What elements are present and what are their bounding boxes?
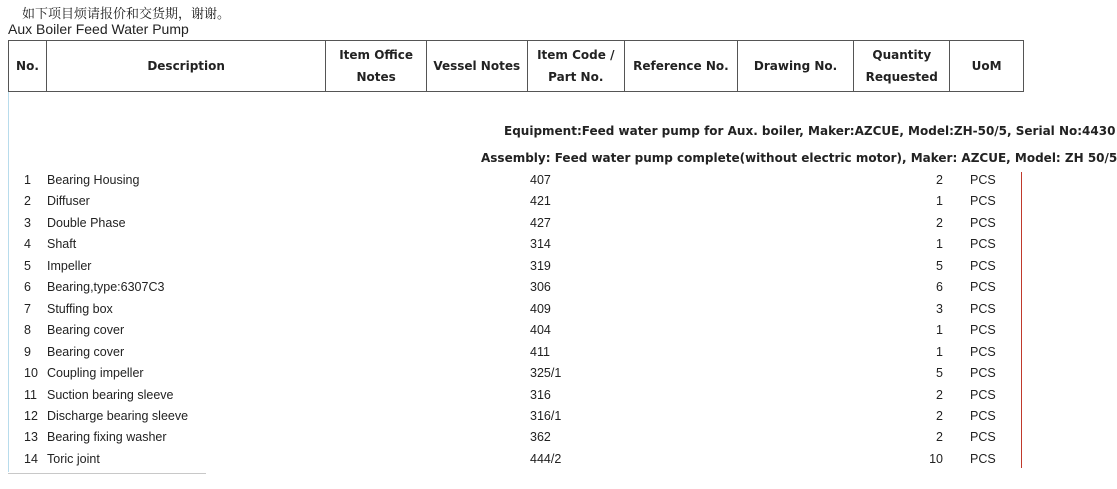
header-vessel-notes: Vessel Notes bbox=[426, 41, 527, 92]
table-row bbox=[0, 192, 1024, 213]
red-edge-line bbox=[1021, 172, 1022, 468]
row-uom: PCS bbox=[970, 173, 996, 187]
row-no: 13 bbox=[24, 430, 38, 445]
document-title: Aux Boiler Feed Water Pump bbox=[8, 21, 189, 37]
row-item-code: 427 bbox=[530, 215, 551, 230]
row-item-code: 306 bbox=[530, 280, 551, 295]
table-row bbox=[0, 235, 1024, 256]
row-description: Bearing cover bbox=[47, 344, 125, 359]
header-row bbox=[9, 41, 1024, 92]
row-description: Bearing fixing washer bbox=[47, 430, 167, 445]
header-quantity-line2: Requested bbox=[865, 70, 938, 84]
row-no: 5 bbox=[24, 258, 31, 273]
row-uom: PCS bbox=[970, 366, 996, 381]
table-row bbox=[0, 214, 1024, 235]
row-item-code: 411 bbox=[530, 344, 550, 359]
row-no: 8 bbox=[24, 323, 31, 338]
header-uom: UoM bbox=[950, 41, 1024, 92]
table-row bbox=[0, 278, 1024, 299]
row-quantity: 2 bbox=[936, 387, 943, 402]
table-row bbox=[0, 386, 1024, 407]
row-item-code: 316 bbox=[530, 387, 551, 402]
row-description: Toric joint bbox=[47, 451, 100, 466]
row-uom: PCS bbox=[970, 280, 996, 295]
row-uom: PCS bbox=[970, 301, 996, 316]
row-no: 6 bbox=[24, 280, 31, 295]
row-description: Discharge bearing sleeve bbox=[47, 408, 189, 423]
row-uom: PCS bbox=[970, 451, 996, 466]
row-uom: PCS bbox=[970, 194, 996, 209]
table-row bbox=[0, 321, 1024, 342]
row-item-code: 444/2 bbox=[530, 451, 562, 466]
row-item-code: 407 bbox=[530, 173, 551, 187]
row-quantity: 2 bbox=[936, 215, 943, 230]
intro-text: 如下项目烦请报价和交货期，谢谢。 bbox=[22, 6, 231, 21]
row-description: Impeller bbox=[47, 258, 92, 273]
header-quantity-line1: Quantity bbox=[872, 48, 932, 62]
row-quantity: 6 bbox=[936, 280, 943, 295]
row-uom: PCS bbox=[970, 344, 996, 359]
row-description: Bearing,type:6307C3 bbox=[47, 280, 165, 295]
row-no: 10 bbox=[24, 366, 38, 381]
row-uom: PCS bbox=[970, 323, 996, 338]
assembly-line: Assembly: Feed water pump complete(without electric motor), Maker: AZCUE, Model: ZH 50/5 bbox=[481, 151, 1117, 165]
header-quantity-requested bbox=[854, 41, 950, 92]
row-item-code: 314 bbox=[530, 237, 551, 252]
column-header-table bbox=[8, 40, 1024, 92]
row-item-code: 325/1 bbox=[530, 366, 562, 381]
row-item-code: 316/1 bbox=[530, 408, 562, 423]
row-quantity: 2 bbox=[936, 408, 943, 423]
row-no: 9 bbox=[24, 344, 31, 359]
row-item-code: 409 bbox=[530, 301, 551, 316]
table-row bbox=[0, 171, 1024, 192]
table-row bbox=[0, 364, 1024, 385]
bottom-divider bbox=[8, 473, 206, 474]
row-description: Bearing Housing bbox=[47, 173, 140, 187]
row-uom: PCS bbox=[970, 258, 996, 273]
row-description: Suction bearing sleeve bbox=[47, 387, 174, 402]
row-item-code: 421 bbox=[530, 194, 551, 209]
row-no: 12 bbox=[24, 408, 38, 423]
row-uom: PCS bbox=[970, 215, 996, 230]
row-description: Shaft bbox=[47, 237, 77, 252]
row-no: 3 bbox=[24, 215, 31, 230]
row-uom: PCS bbox=[970, 387, 996, 402]
header-item-code-line2: Part No. bbox=[548, 70, 604, 84]
table-row bbox=[0, 450, 1024, 471]
row-quantity: 3 bbox=[936, 301, 943, 316]
table-row bbox=[0, 300, 1024, 321]
row-quantity: 1 bbox=[936, 323, 943, 338]
row-no: 11 bbox=[24, 387, 37, 402]
row-uom: PCS bbox=[970, 430, 996, 445]
header-reference-no: Reference No. bbox=[625, 41, 738, 92]
row-quantity: 5 bbox=[936, 366, 943, 381]
row-item-code: 404 bbox=[530, 323, 551, 338]
row-quantity: 10 bbox=[929, 451, 943, 466]
row-quantity: 2 bbox=[936, 430, 943, 445]
header-item-code-line1: Item Code / bbox=[537, 48, 615, 62]
table-row bbox=[0, 343, 1024, 364]
row-no: 1 bbox=[24, 173, 31, 187]
header-item-office-notes bbox=[326, 41, 427, 92]
row-description: Stuffing box bbox=[47, 301, 113, 316]
row-item-code: 319 bbox=[530, 258, 551, 273]
row-quantity: 1 bbox=[936, 237, 943, 252]
row-no: 2 bbox=[24, 194, 31, 209]
header-no: No. bbox=[9, 41, 47, 92]
row-no: 7 bbox=[24, 301, 31, 316]
row-quantity: 5 bbox=[936, 258, 943, 273]
header-description: Description bbox=[46, 41, 325, 92]
header-item-code bbox=[527, 41, 625, 92]
row-quantity: 1 bbox=[936, 344, 943, 359]
row-uom: PCS bbox=[970, 408, 996, 423]
row-quantity: 1 bbox=[936, 194, 943, 209]
row-item-code: 362 bbox=[530, 430, 551, 445]
table-row bbox=[0, 257, 1024, 278]
row-uom: PCS bbox=[970, 237, 996, 252]
table-row bbox=[0, 407, 1024, 428]
header-drawing-no: Drawing No. bbox=[737, 41, 854, 92]
row-description: Diffuser bbox=[47, 194, 90, 209]
row-quantity: 2 bbox=[936, 173, 943, 187]
row-description: Double Phase bbox=[47, 215, 126, 230]
table-row bbox=[0, 428, 1024, 449]
row-no: 4 bbox=[24, 237, 31, 252]
row-no: 14 bbox=[24, 451, 38, 466]
row-description: Coupling impeller bbox=[47, 366, 144, 381]
header-item-office-notes-line1: Item Office bbox=[339, 48, 414, 62]
header-item-office-notes-line2: Notes bbox=[356, 70, 396, 84]
equipment-line: Equipment:Feed water pump for Aux. boiler, Maker:AZCUE, Model:ZH-50/5, Serial No:4430 bbox=[504, 124, 1116, 138]
row-description: Bearing cover bbox=[47, 323, 125, 338]
